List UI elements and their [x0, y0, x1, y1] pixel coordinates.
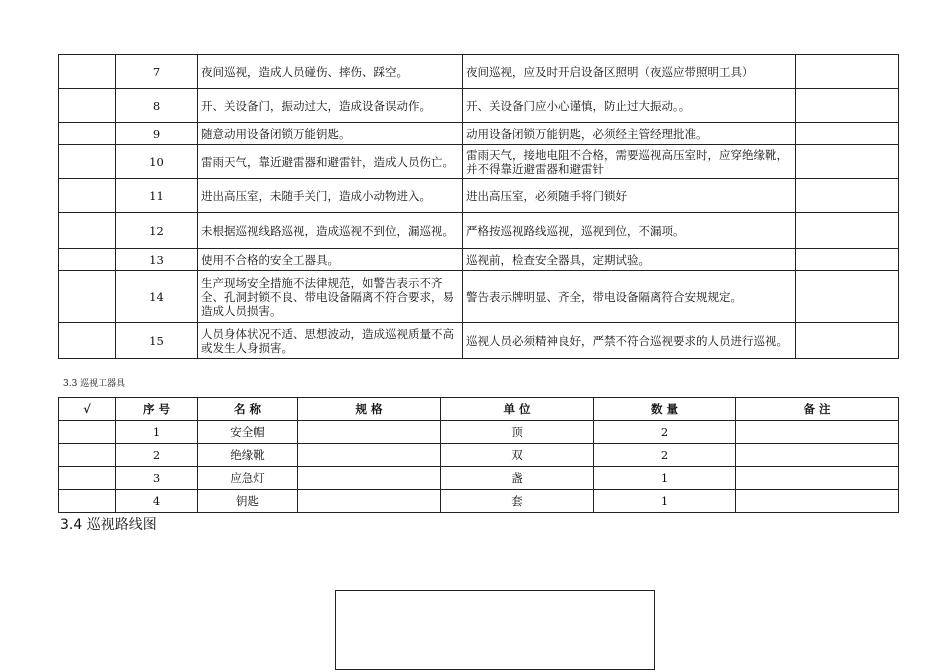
risk-no-cell: 14: [116, 271, 198, 323]
risk-extra-cell: [796, 55, 899, 89]
tool-unit-cell: 盏: [441, 467, 594, 490]
risk-description-cell: 随意动用设备闭锁万能钥匙。: [198, 123, 463, 145]
risk-description-cell: 生产现场安全措施不法律规范，如警告表示不齐全、孔洞封锁不良、带电设备隔离不符合要求，易造成人员损害。: [198, 271, 463, 323]
section-heading-3-4: 3.4 巡视路线图: [60, 517, 157, 533]
risk-measure-cell: 严格按巡视路线巡视，巡视到位，不漏项。: [463, 213, 796, 249]
risk-no-cell: 12: [116, 213, 198, 249]
risk-description-cell: 开、关设备门，振动过大，造成设备误动作。: [198, 89, 463, 123]
tool-name-cell: 安全帽: [198, 421, 298, 444]
risk-blank-cell: [59, 123, 116, 145]
tools-header-row: [59, 398, 899, 421]
header-check: √: [59, 398, 116, 421]
risk-row: [59, 55, 899, 89]
risk-table: [58, 54, 899, 359]
risk-description-cell: 使用不合格的安全工器具。: [198, 249, 463, 271]
tool-no-cell: 1: [116, 421, 198, 444]
tool-row: [59, 490, 899, 513]
risk-extra-cell: [796, 249, 899, 271]
risk-measure-cell: 夜间巡视，应及时开启设备区照明（夜巡应带照明工具）: [463, 55, 796, 89]
tool-note-cell: [736, 421, 899, 444]
tool-check-cell: [59, 490, 116, 513]
tool-row: [59, 421, 899, 444]
tool-name-cell: 绝缘靴: [198, 444, 298, 467]
tool-note-cell: [736, 444, 899, 467]
route-map-frame: [335, 590, 655, 670]
tool-unit-cell: 双: [441, 444, 594, 467]
risk-measure-cell: 进出高压室，必须随手将门锁好: [463, 179, 796, 213]
tools-table: [58, 397, 899, 513]
risk-no-cell: 15: [116, 323, 198, 359]
risk-no-cell: 13: [116, 249, 198, 271]
risk-description-cell: 未根据巡视线路巡视，造成巡视不到位，漏巡视。: [198, 213, 463, 249]
risk-extra-cell: [796, 123, 899, 145]
section-heading-3-3: 3.3 巡视工器具: [63, 379, 126, 389]
risk-row: [59, 323, 899, 359]
risk-blank-cell: [59, 89, 116, 123]
risk-description-cell: 进出高压室，未随手关门，造成小动物进入。: [198, 179, 463, 213]
tool-spec-cell: [298, 490, 441, 513]
risk-blank-cell: [59, 271, 116, 323]
tool-note-cell: [736, 490, 899, 513]
risk-blank-cell: [59, 179, 116, 213]
risk-description-cell: 人员身体状况不适、思想波动，造成巡视质量不高或发生人身损害。: [198, 323, 463, 359]
risk-extra-cell: [796, 213, 899, 249]
header-name: 名 称: [198, 398, 298, 421]
risk-no-cell: 11: [116, 179, 198, 213]
risk-row: [59, 179, 899, 213]
header-spec: 规 格: [298, 398, 441, 421]
risk-description-cell: 夜间巡视，造成人员碰伤、摔伤、踩空。: [198, 55, 463, 89]
risk-blank-cell: [59, 55, 116, 89]
risk-row: [59, 213, 899, 249]
risk-measure-cell: 巡视人员必须精神良好，严禁不符合巡视要求的人员进行巡视。: [463, 323, 796, 359]
tool-qty-cell: 1: [594, 467, 736, 490]
risk-row: [59, 145, 899, 179]
risk-measure-cell: 雷雨天气，接地电阻不合格，需要巡视高压室时，应穿绝缘靴，并不得靠近避雷器和避雷针: [463, 145, 796, 179]
tool-check-cell: [59, 467, 116, 490]
tool-row: [59, 467, 899, 490]
header-note: 备 注: [736, 398, 899, 421]
tool-no-cell: 4: [116, 490, 198, 513]
tool-unit-cell: 套: [441, 490, 594, 513]
risk-measure-cell: 巡视前，检查安全器具，定期试验。: [463, 249, 796, 271]
risk-blank-cell: [59, 249, 116, 271]
tool-qty-cell: 2: [594, 421, 736, 444]
risk-no-cell: 9: [116, 123, 198, 145]
tool-no-cell: 3: [116, 467, 198, 490]
risk-blank-cell: [59, 323, 116, 359]
risk-description-cell: 雷雨天气，靠近避雷器和避雷针，造成人员伤亡。: [198, 145, 463, 179]
tool-name-cell: 钥匙: [198, 490, 298, 513]
tool-qty-cell: 1: [594, 490, 736, 513]
risk-row: [59, 271, 899, 323]
tool-spec-cell: [298, 467, 441, 490]
tool-row: [59, 444, 899, 467]
tool-no-cell: 2: [116, 444, 198, 467]
risk-no-cell: 7: [116, 55, 198, 89]
risk-row: [59, 89, 899, 123]
risk-measure-cell: 警告表示牌明显、齐全，带电设备隔离符合安规规定。: [463, 271, 796, 323]
risk-blank-cell: [59, 213, 116, 249]
risk-measure-cell: 开、关设备门应小心谨慎，防止过大振动。。: [463, 89, 796, 123]
tool-spec-cell: [298, 421, 441, 444]
risk-row: [59, 249, 899, 271]
tool-check-cell: [59, 421, 116, 444]
tool-name-cell: 应急灯: [198, 467, 298, 490]
risk-no-cell: 10: [116, 145, 198, 179]
tool-check-cell: [59, 444, 116, 467]
risk-blank-cell: [59, 145, 116, 179]
tool-qty-cell: 2: [594, 444, 736, 467]
risk-no-cell: 8: [116, 89, 198, 123]
tool-spec-cell: [298, 444, 441, 467]
risk-extra-cell: [796, 89, 899, 123]
risk-extra-cell: [796, 179, 899, 213]
header-qty: 数 量: [594, 398, 736, 421]
risk-measure-cell: 动用设备闭锁万能钥匙，必须经主管经理批准。: [463, 123, 796, 145]
risk-extra-cell: [796, 145, 899, 179]
header-unit: 单 位: [441, 398, 594, 421]
header-no: 序 号: [116, 398, 198, 421]
risk-row: [59, 123, 899, 145]
risk-extra-cell: [796, 323, 899, 359]
tool-unit-cell: 顶: [441, 421, 594, 444]
tool-note-cell: [736, 467, 899, 490]
risk-extra-cell: [796, 271, 899, 323]
